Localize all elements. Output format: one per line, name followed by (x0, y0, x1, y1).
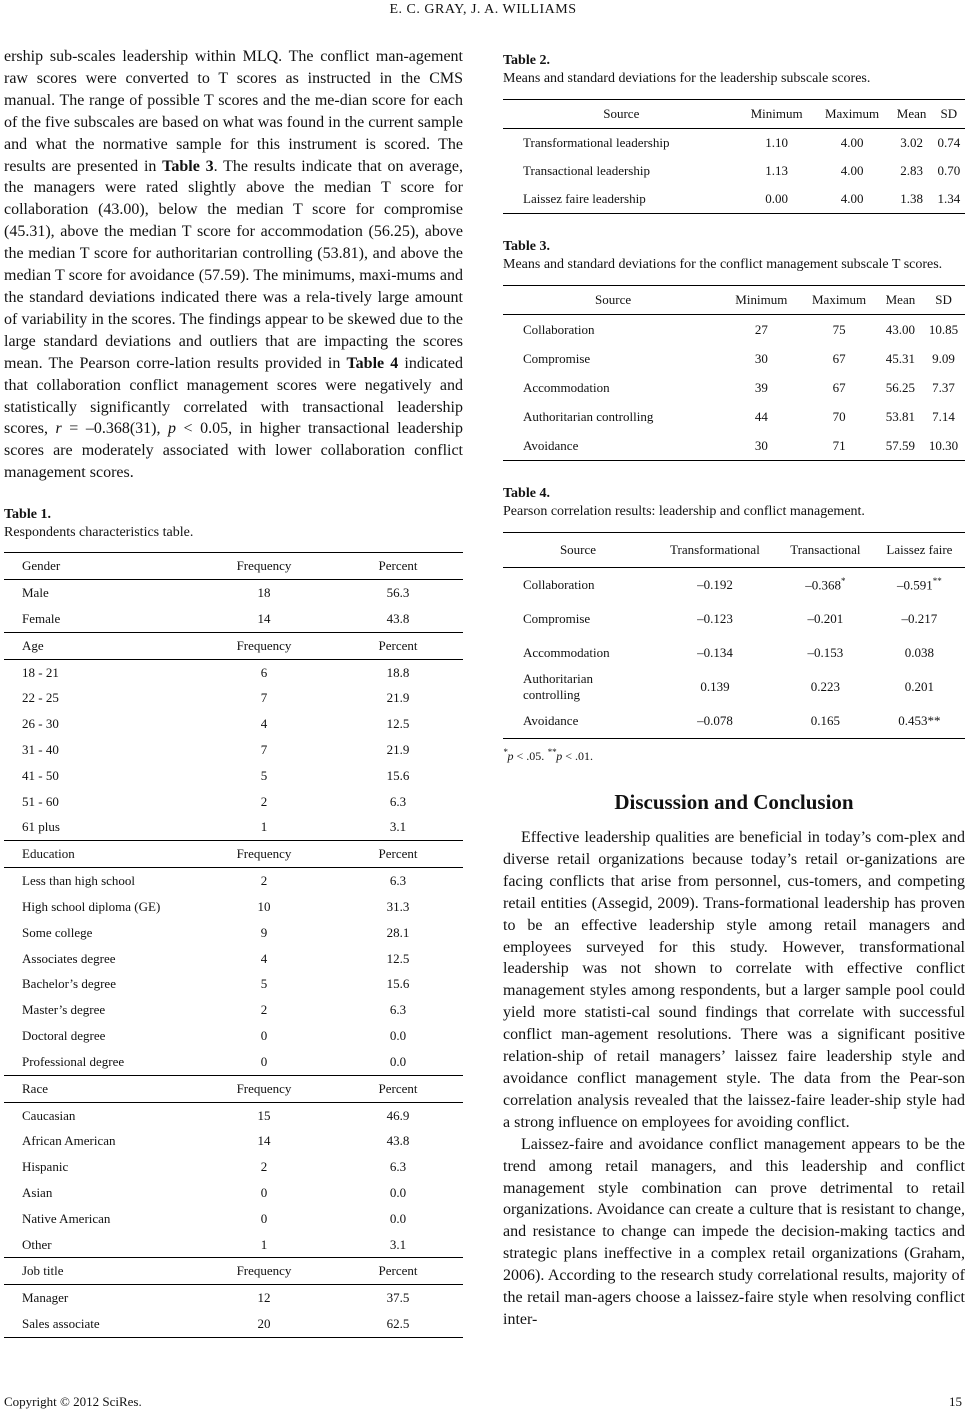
table-cell: Professional degree (22, 1053, 125, 1069)
table-cell (777, 670, 874, 704)
running-head: E. C. GRAY, J. A. WILLIAMS (389, 2, 577, 17)
table-row (503, 636, 965, 670)
table-cell: High school diploma (GE) (22, 898, 161, 914)
table-row (4, 659, 463, 685)
table1-title: Table 1. (4, 507, 51, 523)
table-cell: Less than high school (22, 873, 136, 889)
table-cell: 18 (257, 585, 271, 601)
column-header: SD (935, 292, 952, 307)
table-cell: 0.0 (389, 1053, 407, 1069)
text-run: < .05. (513, 749, 548, 763)
table-cell: 62.5 (333, 1311, 463, 1337)
column-header: Mean (896, 106, 927, 121)
correlation-value: –0.368 (805, 577, 841, 593)
text-run: ership sub-scales leadership within MLQ. The conflict man-agement raw scores were converted to T scores as instructed in the CMS manual. The range of possible T scores and the me-dian score for each of the five subscales are based on what was found in the current sample and what the normative sample for this instrument is scored. The results are presented in (4, 48, 463, 175)
discussion-paragraph-2: Laissez-faire and avoidance conflict management appears to be the trend among retail managers, and this leadership and conflict management style combination can prove detrimental to retail organizations. Avoidance can create a culture that is resistant to change, and resistance to change can impede the decision-making tactics and strategic plans ineffective in a complex retail organizations (Graham, 2006). According to the research study correlational results, majority of the retail man-agers choose a laissez-faire style when resolving conflict inter- (503, 1135, 965, 1328)
table-row (4, 606, 463, 632)
correlation-value: –0.123 (697, 611, 733, 626)
table-cell: 5 (260, 767, 268, 783)
table-cell: 0.0 (389, 1210, 407, 1226)
stat-symbol: p (168, 420, 177, 438)
table-cell: 1.13 (765, 163, 788, 178)
table-cell: 7 (260, 742, 268, 757)
table-cell: 2.83 (900, 163, 923, 178)
column-header: Source (603, 106, 640, 121)
table-row (4, 789, 463, 815)
table-row (503, 129, 965, 158)
table-header-cell: Percent (333, 553, 463, 580)
table4-caption: Pearson correlation results: leadership and conflict management. (503, 504, 865, 519)
footnote-mark: ** (547, 747, 557, 757)
table-cell (777, 704, 874, 739)
table-cell: 39 (754, 379, 768, 395)
table-cell: 30 (754, 350, 768, 366)
table-cell (874, 602, 965, 636)
table-cell: Compromise (523, 611, 591, 626)
table-cell: 67 (832, 350, 846, 366)
table-cell (777, 568, 874, 603)
table-cell: 0.0 (389, 1027, 407, 1043)
table-cell: 75 (832, 321, 846, 337)
table-cell: 0 (260, 1210, 268, 1226)
table-header-cell: Frequency (195, 1075, 333, 1102)
table-cell: 0 (260, 1027, 268, 1043)
table-cell (874, 636, 965, 670)
table4-footnote (503, 747, 965, 764)
table-cell: Doctoral degree (22, 1027, 106, 1043)
table-cell: Authoritarian controlling (523, 408, 654, 424)
table-cell: 27 (754, 321, 768, 337)
table-cell: 7.14 (932, 408, 955, 424)
table-row (503, 602, 965, 636)
table-cell: 0.70 (937, 163, 961, 178)
table-cell: 43.8 (386, 1133, 410, 1149)
table-cell: 10.85 (928, 321, 959, 337)
table-cell: 5 (260, 976, 268, 992)
table-row (503, 670, 965, 704)
table-cell: 56.3 (386, 585, 410, 601)
correlation-value: 0.139 (700, 679, 730, 694)
table-cell: 4.00 (840, 163, 864, 178)
significance-mark: * (840, 576, 846, 587)
correlation-value: –0.591 (897, 577, 933, 593)
table-cell: 31.3 (386, 898, 410, 914)
table2-title: Table 2. (503, 53, 550, 68)
right-column (503, 52, 965, 1331)
table-cell: 1.38 (891, 185, 933, 214)
column-header: SD (940, 106, 958, 121)
table-cell: 15.6 (386, 976, 410, 992)
table-cell: Authoritarian controlling (523, 671, 594, 702)
correlation-value: –0.134 (697, 645, 733, 660)
table-ref: Table 3 (162, 157, 214, 175)
table-cell: 45.31 (885, 350, 916, 366)
page-number: 15 (949, 1394, 962, 1409)
table-row (4, 1049, 463, 1075)
table-row (4, 1206, 463, 1232)
text-run: . The results indicate that on average, the managers were rated slightly above the median T score for collaboration (43.00), below the median T score for compromise (45.31), above the median T score for accommodation (56.25), above the median T score for authoritarian controlling (53.81), and above the median T score for avoidance (57.59). The minimums, maxi-mums and the standard deviations indicated there was a rela-tively large amount of variability in the scores. The findings appear to be skewed due to the large standard deviations and outliers that are impacting the scores mean. The Pearson corre-lation results provided in (4, 157, 463, 372)
copyright: Copyright © 2012 SciRes. (4, 1394, 142, 1409)
table3-block (503, 238, 965, 461)
table-cell: Transformational leadership (523, 135, 670, 150)
text-run: indicated that collaboration conflict management scores were negatively and statistically significantly correlated with transactional leadership scores, (4, 354, 464, 438)
table-section-header (4, 1075, 463, 1102)
correlation-value: –0.217 (901, 611, 938, 626)
table-cell: 67 (832, 379, 846, 395)
column-header: Minimum (750, 106, 803, 121)
table-row (4, 1128, 463, 1154)
table-ref: Table 4 (346, 354, 399, 372)
table-cell: 6.3 (389, 873, 407, 889)
table-cell: Collaboration (523, 577, 595, 592)
table-section-header (4, 632, 463, 659)
table-cell: Collaboration (523, 321, 595, 337)
table-cell: Bachelor’s degree (22, 976, 116, 992)
stat-symbol: p (507, 749, 514, 763)
table-cell: Transactional leadership (523, 163, 650, 178)
table-cell: 0 (260, 1053, 268, 1069)
table-header-cell: Frequency (195, 1258, 333, 1285)
footnote-mark: * (503, 747, 508, 757)
table-cell: 53.81 (885, 408, 916, 424)
significance-mark: ** (932, 576, 942, 587)
table-row (503, 568, 965, 603)
table-cell (777, 636, 874, 670)
correlation-value: 0.223 (810, 679, 840, 694)
table-cell: 14 (257, 610, 271, 626)
table-cell: 6.3 (389, 1159, 407, 1175)
table-cell: Avoidance (503, 431, 723, 461)
table-cell: 51 - 60 (22, 793, 59, 809)
table-cell: 18.8 (386, 664, 410, 680)
table-row (503, 315, 965, 345)
table-row (4, 894, 463, 920)
section-heading: Discussion and Conclusion (614, 790, 854, 814)
table-cell (874, 568, 965, 603)
table-header-cell: Frequency (195, 632, 333, 659)
text-run: < .01. (562, 749, 594, 763)
table-cell: 1.34 (933, 185, 965, 214)
table1-caption: Respondents characteristics table. (4, 525, 194, 541)
table-cell: 0.74 (937, 135, 961, 150)
table-cell: 15 (257, 1107, 271, 1123)
table-cell: 4.00 (840, 135, 864, 150)
text-run: = –0.368(31), (61, 420, 169, 438)
table-cell: 12.5 (386, 950, 410, 966)
table-header-cell: Race (4, 1075, 195, 1102)
table-header-cell: Job title (4, 1258, 195, 1285)
table2-block (503, 52, 965, 214)
table-cell: 0.0 (389, 1184, 407, 1200)
table-cell: Male (22, 585, 49, 601)
table-cell: 6 (260, 664, 268, 680)
table-cell: 1.10 (765, 135, 788, 150)
table-cell: Master’s degree (22, 1002, 106, 1018)
table-cell: African American (22, 1133, 116, 1149)
table-row (4, 1180, 463, 1206)
table-section-header (4, 841, 463, 868)
table-cell: Other (22, 1236, 52, 1252)
column-header: Source (595, 292, 632, 307)
correlation-value: –0.153 (807, 645, 844, 660)
table1-block (4, 506, 463, 1338)
table-header-cell: Education (4, 841, 195, 868)
table-cell: Female (22, 610, 61, 626)
table-header-cell: Percent (333, 1258, 463, 1285)
table-cell: 3.1 (389, 819, 407, 835)
table-cell: 2 (260, 793, 268, 809)
column-header: Transformational (670, 542, 760, 557)
table-cell: 61 plus (22, 819, 60, 835)
table-row (503, 344, 965, 373)
table-cell: 46.9 (386, 1107, 410, 1123)
table3-caption: Means and standard deviations for the conflict management subscale T scores. (503, 257, 943, 272)
table3 (503, 285, 965, 461)
table-cell: 1 (260, 1236, 268, 1252)
table-cell: Associates degree (22, 950, 116, 966)
table2-caption: Means and standard deviations for the leadership subscale scores. (503, 71, 871, 86)
table-cell (653, 602, 777, 636)
table-cell: 9 (260, 924, 268, 940)
table-row (4, 1023, 463, 1049)
table-row (503, 185, 965, 214)
table-cell: 10.30 (922, 431, 965, 461)
column-header: Maximum (824, 106, 880, 121)
table-cell: 4 (260, 716, 268, 732)
table-cell: Asian (22, 1184, 53, 1200)
table-header-cell: Percent (333, 632, 463, 659)
table-cell (874, 704, 965, 739)
table-row (4, 920, 463, 946)
table-row (4, 763, 463, 789)
correlation-value: 0.453** (898, 713, 941, 728)
table-cell: 20 (195, 1311, 333, 1337)
table-cell: 3.02 (900, 135, 923, 150)
table-cell (777, 602, 874, 636)
column-header: Laissez faire (886, 542, 953, 557)
table2 (503, 99, 965, 214)
left-column (4, 46, 463, 1338)
table-row (4, 815, 463, 841)
table-cell: 14 (257, 1133, 271, 1149)
table-header-cell: Frequency (195, 841, 333, 868)
table-cell: Hispanic (22, 1159, 69, 1175)
table-cell: 10 (257, 898, 271, 914)
table-row (4, 711, 463, 737)
table-cell: Manager (22, 1290, 69, 1306)
table-cell: 6.3 (389, 793, 407, 809)
table-header-cell: Frequency (195, 553, 333, 580)
table-cell: 6.3 (389, 1002, 407, 1018)
table-cell: 21.9 (386, 742, 410, 757)
table-cell: 44 (754, 408, 768, 424)
table-cell: Some college (22, 924, 93, 940)
table-cell: 1 (260, 819, 268, 835)
table4 (503, 532, 965, 739)
table-row (4, 971, 463, 997)
table3-title: Table 3. (503, 239, 550, 254)
table-header-cell: Age (4, 632, 195, 659)
table-cell: 12 (257, 1290, 271, 1306)
table-cell: 9.09 (932, 350, 955, 366)
table4-block (503, 485, 965, 764)
table-row (503, 373, 965, 402)
table-row (503, 704, 965, 739)
table-cell: Compromise (523, 350, 591, 366)
table-cell: 2 (260, 873, 268, 889)
table-cell: Avoidance (503, 704, 653, 739)
table-row (4, 946, 463, 972)
table-cell: 26 - 30 (22, 716, 59, 732)
table-row (503, 402, 965, 431)
table-row (4, 1232, 463, 1258)
table-cell: 41 - 50 (22, 767, 59, 783)
table-cell: 28.1 (386, 924, 410, 940)
table4-title: Table 4. (503, 486, 550, 501)
table-cell: 37.5 (386, 1290, 410, 1306)
correlation-value: 0.201 (904, 679, 935, 694)
table-cell (653, 568, 777, 603)
table-cell: 30 (723, 431, 799, 461)
correlation-value: –0.078 (697, 713, 733, 728)
table-header-cell: Percent (333, 841, 463, 868)
table-row (503, 431, 965, 461)
table-cell (653, 636, 777, 670)
column-header: Mean (885, 292, 916, 307)
table-cell: 7.37 (932, 379, 955, 395)
table-cell (653, 670, 777, 704)
table-cell (874, 670, 965, 704)
table-header-cell: Percent (333, 1075, 463, 1102)
table-cell: 71 (799, 431, 878, 461)
table-cell: 3.1 (389, 1236, 407, 1252)
table-row (4, 737, 463, 763)
table-cell: Laissez faire leadership (503, 185, 740, 214)
table-cell: 31 - 40 (22, 742, 59, 757)
correlation-value: 0.165 (810, 713, 840, 728)
column-header: Minimum (735, 292, 788, 307)
table-row (4, 580, 463, 606)
results-paragraph (4, 46, 463, 484)
table-cell: Caucasian (22, 1107, 76, 1123)
stat-symbol: p (556, 749, 563, 763)
table-section-header (4, 1258, 463, 1285)
table-cell: 22 - 25 (22, 690, 59, 706)
column-header: Transactional (790, 542, 861, 557)
table-row (4, 1285, 463, 1311)
table-cell: 4.00 (814, 185, 891, 214)
table-cell: 4 (260, 950, 268, 966)
column-header: Maximum (811, 292, 867, 307)
table-cell: 0.00 (740, 185, 814, 214)
table-cell: Accommodation (523, 379, 610, 395)
table-cell: Sales associate (4, 1311, 195, 1337)
table-cell: 0 (260, 1184, 268, 1200)
table-section-header (4, 553, 463, 580)
discussion-paragraph-1: Effective leadership qualities are beneficial in today’s com-plex and diverse retail organizations because today’s retail or-ganizations are facing conflicts that arise from personnel, cus-tomers, and competing retail entities (Assegid, 2009). Trans-formational leadership has proven to be an effective leadership style among retail managers and employees surveyed for this study. However, transformational leadership was not shown to correlate with effective conflict management styles among respondents, but a larger sample pool could yield more statisti-cal sound findings that correlate with successful conflict man-agement resolutions. There was a significant positive relation-ship of retail managers’ laissez faire leadership style and avoidance conflict management style. The data from the Pear-son correlation analysis revealed that the laissez-faire leader-ship style had a strong influence on employees for avoiding conflict. (503, 829, 965, 1131)
table-cell: 15.6 (386, 767, 410, 783)
table-cell: 21.9 (386, 690, 410, 706)
table-cell: 43.00 (885, 321, 916, 337)
table-cell: 12.5 (386, 716, 410, 732)
table-cell: 2 (260, 1159, 268, 1175)
text-run: < 0.05, in higher transactional leadership scores are moderately associated with lower collaboration conflict management scores. (4, 420, 464, 482)
table-header-cell: Gender (4, 553, 195, 580)
table-cell: 57.59 (879, 431, 922, 461)
table-cell (653, 704, 777, 739)
table-cell: 43.8 (386, 610, 410, 626)
correlation-value: 0.038 (904, 645, 935, 660)
table-cell: 70 (832, 408, 846, 424)
table-row (4, 997, 463, 1023)
table-row (4, 1311, 463, 1337)
table-row (4, 868, 463, 894)
table-row (4, 686, 463, 712)
table-cell: Accommodation (523, 645, 610, 660)
table-cell: Native American (22, 1210, 111, 1226)
table-cell: 2 (260, 1002, 268, 1018)
table-row (4, 1154, 463, 1180)
table-cell: 18 - 21 (22, 664, 59, 680)
table-cell: 56.25 (885, 379, 916, 395)
column-header: Source (559, 542, 597, 557)
stat-symbol: r (55, 420, 62, 438)
table1 (4, 552, 463, 1338)
table-row (4, 1102, 463, 1128)
table-cell: 7 (260, 690, 268, 706)
correlation-value: –0.201 (807, 611, 844, 626)
table-row (503, 157, 965, 185)
correlation-value: –0.192 (697, 577, 733, 592)
